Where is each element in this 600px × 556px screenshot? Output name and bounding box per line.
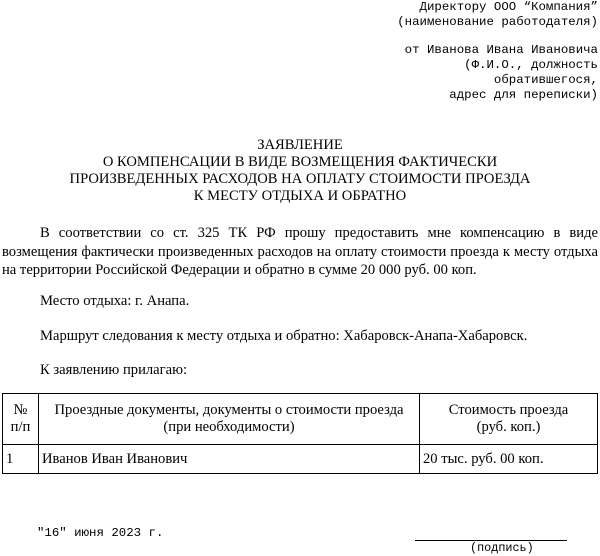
title-line: О КОМПЕНСАЦИИ В ВИДЕ ВОЗМЕЩЕНИЯ ФАКТИЧЕСКИ <box>102 154 498 170</box>
title-line: К МЕСТУ ОТДЫХА И ОБРАТНО <box>193 188 407 204</box>
header-docs-line: (при необходимости) <box>163 419 295 435</box>
travel-route: Маршрут следования к месту отдыха и обратно: Хабаровск-Анапа-Хабаровск. <box>40 328 528 344</box>
title-line: ЗАЯВЛЕНИЕ <box>257 137 343 153</box>
signature-caption: (подпись) <box>470 541 534 555</box>
table-header-row <box>3 394 598 445</box>
header-docs <box>39 394 420 445</box>
document-title <box>0 137 600 205</box>
header-docs-line: Проездные документы, документы о стоимости проезда <box>54 402 404 418</box>
addressee-line: Директору ООО “Компания” <box>419 0 598 14</box>
header-cost <box>420 394 598 445</box>
row-num: 1 <box>3 445 39 474</box>
sender-line: от Иванова Ивана Ивановича <box>404 43 598 57</box>
sender-caption-1: (Ф.И.О., должность <box>464 58 598 72</box>
header-cost-line: (руб. коп.) <box>476 419 541 435</box>
header-num <box>3 394 39 445</box>
row-cost: 20 тыс. руб. 00 коп. <box>420 445 598 474</box>
table-row <box>3 445 598 474</box>
rest-place: Место отдыха: г. Анапа. <box>40 293 190 309</box>
title-line: ПРОИЗВЕДЕННЫХ РАСХОДОВ НА ОПЛАТУ СТОИМОСТИ ПРОЕЗДА <box>69 171 531 187</box>
row-docs: Иванов Иван Иванович <box>39 445 420 474</box>
addressee-caption: (наименование работодателя) <box>397 15 598 29</box>
header-num-line: № <box>13 402 28 418</box>
header-cost-line: Стоимость проезда <box>448 402 569 418</box>
date: "16" июня 2023 г. <box>37 526 164 540</box>
attachments-intro: К заявлению прилагаю: <box>40 362 188 378</box>
attachments-table <box>2 393 598 474</box>
addressee-block <box>397 0 598 30</box>
request-paragraph: В соответствии со ст. 325 ТК РФ прошу предоставить мне компенсацию в виде возмещения фактически произведенных расходов на оплату стоимости проезда к месту отдыха на территории Российской Федерации и обратно в сумме 20 000 руб. 00 коп. <box>2 225 598 278</box>
sender-block <box>405 43 598 103</box>
sender-caption-3: адрес для переписки) <box>449 88 598 102</box>
sender-caption-2: обратившегося, <box>493 73 598 87</box>
header-num-line: п/п <box>10 419 31 435</box>
